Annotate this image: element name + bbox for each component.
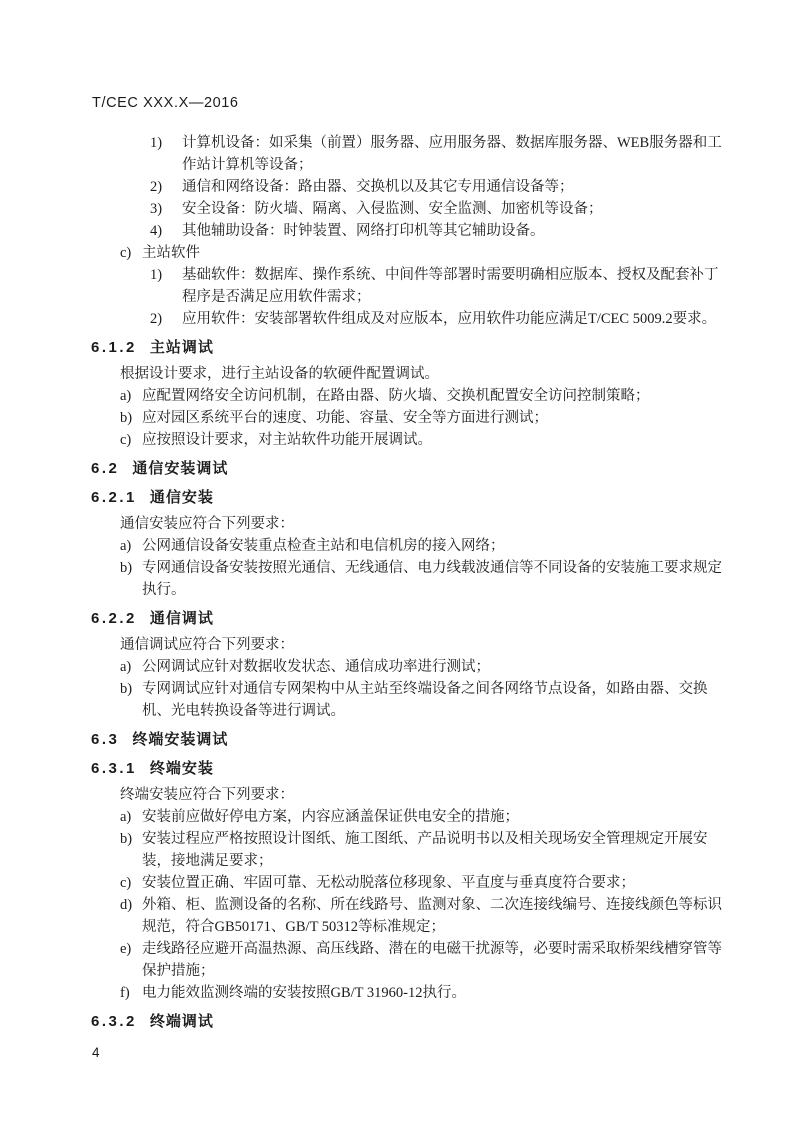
section-heading-6-1-2 <box>91 337 739 359</box>
section-heading-6-3-2 <box>91 1011 739 1033</box>
section-heading-6-2-1 <box>91 487 739 509</box>
heading-title: 终端安装调试 <box>132 731 229 748</box>
list-item <box>120 982 739 1004</box>
list-text: 安装位置正确、牢固可靠、无松动脱落位移现象、平直度与垂真度符合要求； <box>142 875 635 891</box>
list-text: 安装过程应严格按照设计图纸、施工图纸、产品说明书以及相关现场安全管理规定开展安装，接地满足要求； <box>142 831 708 869</box>
list-text: 安装前应做好停电方案，内容应涵盖保证供电安全的措施； <box>142 809 519 825</box>
list-item <box>120 242 739 264</box>
list-item <box>120 828 739 872</box>
paragraph: 通信调试应符合下列要求： <box>120 637 294 653</box>
list-item <box>120 557 739 601</box>
list-marker: b) <box>120 831 133 847</box>
list-text: 公网调试应针对数据收发状态、通信成功率进行测试； <box>142 659 490 675</box>
list-text: 应按照设计要求，对主站软件功能开展调试。 <box>142 432 432 448</box>
list-text: 通信和网络设备：路由器、交换机以及其它专用通信设备等； <box>182 179 574 195</box>
list-marker: a) <box>120 538 132 554</box>
list-marker: d) <box>120 897 133 913</box>
list-item <box>120 656 739 678</box>
list-marker: c) <box>120 432 132 448</box>
list-text: 基础软件：数据库、操作系统、中间件等部署时需要明确相应版本、授权及配套补丁程序是否满足应用软件需求； <box>182 267 719 305</box>
list-marker: b) <box>120 560 133 576</box>
list-item <box>150 176 739 198</box>
list-marker: 3) <box>150 201 163 217</box>
list-item <box>150 198 739 220</box>
paragraph: 终端安装应符合下列要求： <box>120 787 294 803</box>
list-marker: b) <box>120 681 133 697</box>
list-marker: f) <box>120 985 130 1001</box>
heading-title: 终端安装 <box>149 760 214 777</box>
list-item <box>150 264 739 308</box>
list-item <box>150 132 739 176</box>
section-heading-6-2 <box>91 458 739 480</box>
list-item <box>120 407 739 429</box>
list-item <box>150 220 739 242</box>
list-marker: c) <box>120 875 132 891</box>
list-text: 主站软件 <box>142 245 200 261</box>
paragraph: 根据设计要求，进行主站设备的软硬件配置调试。 <box>120 366 439 382</box>
heading-title: 终端调试 <box>149 1013 214 1030</box>
heading-title: 通信安装 <box>149 489 214 506</box>
heading-number: 6.3.2 <box>91 1013 137 1030</box>
document-body <box>91 132 739 1064</box>
list-item <box>120 429 739 451</box>
list-text: 应对园区系统平台的速度、功能、容量、安全等方面进行测试； <box>142 410 548 426</box>
list-item <box>120 535 739 557</box>
list-marker: a) <box>120 659 132 675</box>
list-marker: 2) <box>150 179 163 195</box>
list-text: 应用软件：安装部署软件组成及对应版本，应用软件功能应满足T/CEC 5009.2要求。 <box>182 311 717 327</box>
list-item <box>150 308 739 330</box>
list-marker: b) <box>120 410 133 426</box>
heading-number: 6.1.2 <box>91 339 137 356</box>
list-item <box>120 385 739 407</box>
list-marker: 2) <box>150 311 163 327</box>
heading-title: 通信安装调试 <box>132 460 229 477</box>
list-marker: 1) <box>150 267 163 283</box>
heading-number: 6.3 <box>91 731 120 748</box>
list-item <box>120 894 739 938</box>
section-heading-6-3 <box>91 729 739 751</box>
heading-number: 6.3.1 <box>91 760 137 777</box>
standard-number-header: T/CEC XXX.X—2016 <box>92 95 239 111</box>
heading-number: 6.2 <box>91 460 120 477</box>
list-text: 应配置网络安全访问机制，在路由器、防火墙、交换机配置安全访问控制策略； <box>142 388 650 404</box>
section-heading-6-2-2 <box>91 608 739 630</box>
list-marker: 4) <box>150 223 163 239</box>
page-number: 4 <box>92 1045 100 1060</box>
paragraph: 通信安装应符合下列要求： <box>120 516 294 532</box>
list-item <box>120 872 739 894</box>
heading-number: 6.2.1 <box>91 489 137 506</box>
list-marker: 1) <box>150 135 163 151</box>
heading-title: 通信调试 <box>149 610 214 627</box>
list-item <box>120 678 739 722</box>
list-text: 安全设备：防火墙、隔离、入侵监测、安全监测、加密机等设备； <box>182 201 603 217</box>
list-text: 电力能效监测终端的安装按照GB/T 31960-12执行。 <box>142 985 466 1001</box>
list-text: 走线路径应避开高温热源、高压线路、潜在的电磁干扰源等，必要时需采取桥架线槽穿管等保护措施； <box>142 941 722 979</box>
section-heading-6-3-1 <box>91 758 739 780</box>
list-text: 专网通信设备安装按照光通信、无线通信、电力线载波通信等不同设备的安装施工要求规定执行。 <box>142 560 722 598</box>
list-text: 计算机设备：如采集（前置）服务器、应用服务器、数据库服务器、WEB服务器和工作站计算机等设备； <box>182 135 722 173</box>
heading-number: 6.2.2 <box>91 610 137 627</box>
list-marker: a) <box>120 388 132 404</box>
heading-title: 主站调试 <box>149 339 214 356</box>
list-text: 公网通信设备安装重点检查主站和电信机房的接入网络； <box>142 538 505 554</box>
list-item <box>120 938 739 982</box>
list-text: 其他辅助设备：时钟装置、网络打印机等其它辅助设备。 <box>182 223 545 239</box>
list-item <box>120 806 739 828</box>
list-marker: a) <box>120 809 132 825</box>
list-text: 外箱、柜、监测设备的名称、所在线路号、监测对象、二次连接线编号、连接线颜色等标识规范，符合GB50171、GB/T 50312等标准规定； <box>142 897 722 935</box>
list-marker: e) <box>120 941 132 957</box>
list-marker: c) <box>120 245 132 261</box>
list-text: 专网调试应针对通信专网架构中从主站至终端设备之间各网络节点设备，如路由器、交换机、光电转换设备等进行调试。 <box>142 681 708 719</box>
